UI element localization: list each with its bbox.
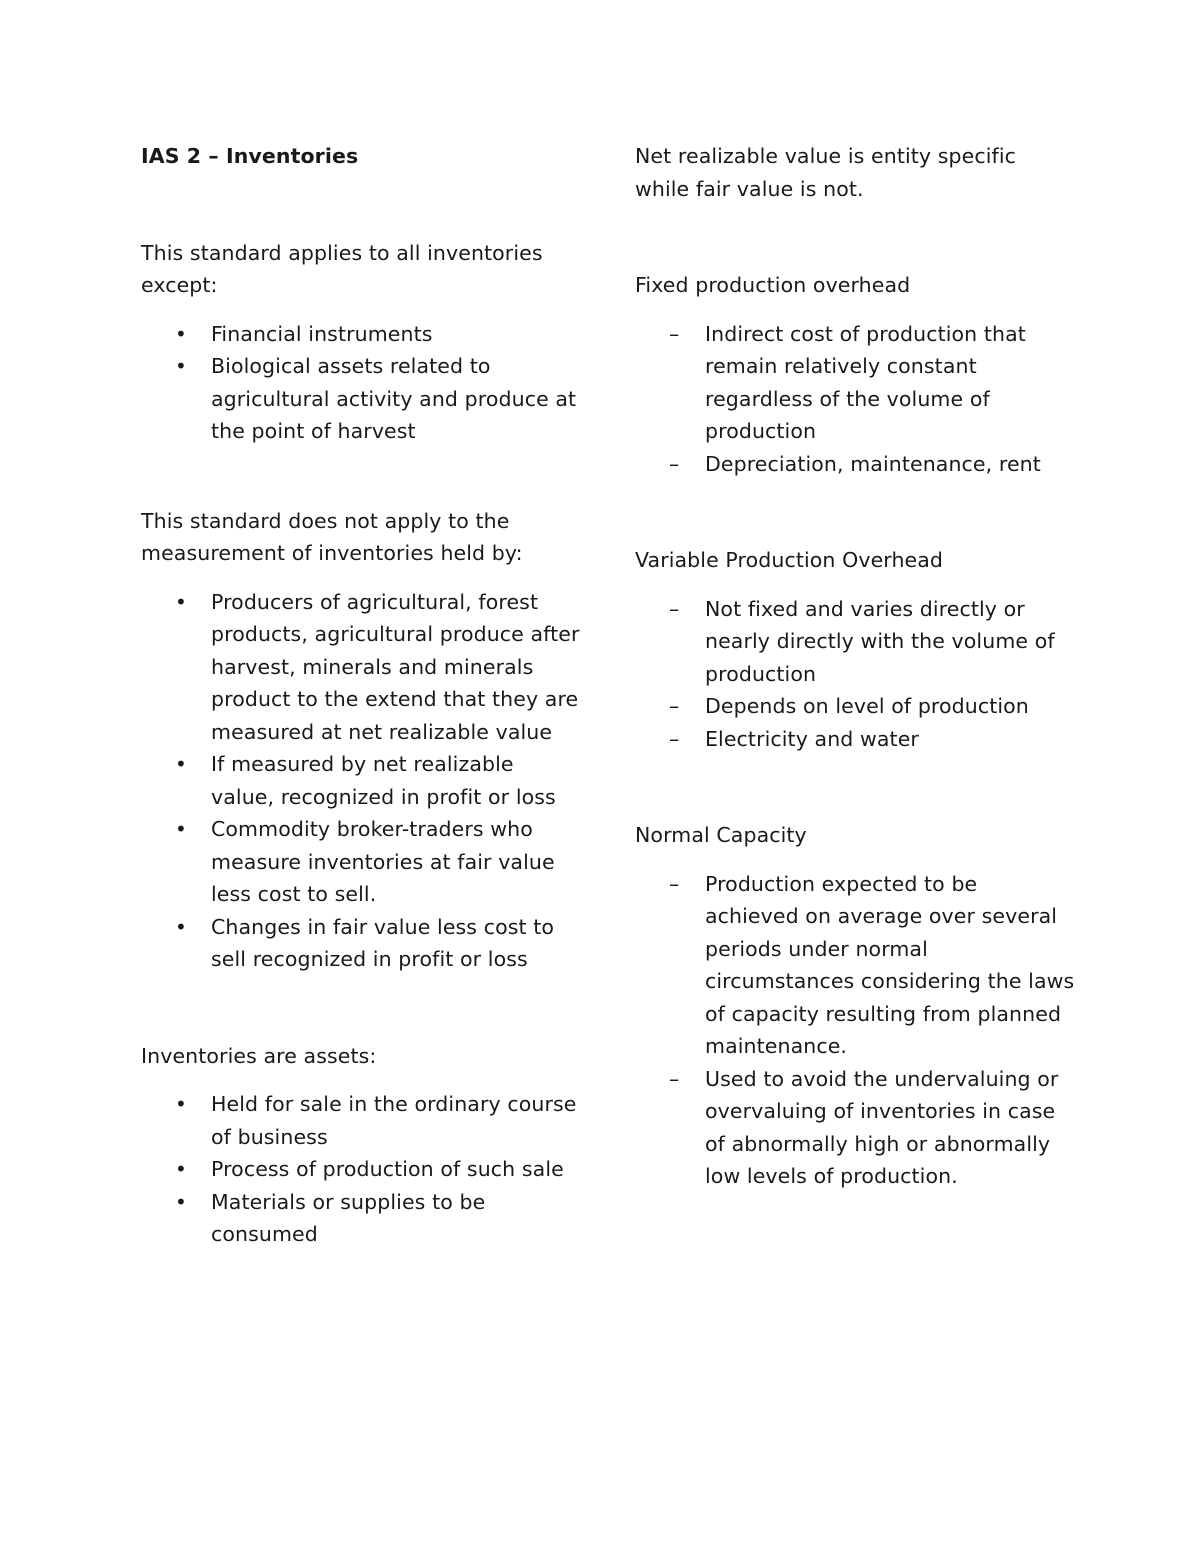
- dash-icon: –: [669, 321, 680, 346]
- bullet-icon: •: [175, 1092, 187, 1116]
- assets-list: [141, 1088, 581, 1251]
- list-item: • Materials or supplies to be consumed: [141, 1186, 581, 1251]
- list-item: • Financial instruments: [141, 318, 581, 351]
- list-item: – Indirect cost of production that remain relatively constant regardless of the volume of production: [635, 318, 1075, 448]
- bullet-icon: •: [175, 817, 187, 841]
- list-item: – Electricity and water: [635, 723, 1075, 756]
- right-column: [635, 140, 1075, 1193]
- dash-icon: –: [669, 1066, 680, 1091]
- list-item: – Not fixed and varies directly or nearly directly with the volume of production: [635, 593, 1075, 691]
- list-item: • Held for sale in the ordinary course of business: [141, 1088, 581, 1153]
- bullet-icon: •: [175, 914, 187, 939]
- scope-exceptions-list: [141, 318, 581, 448]
- dash-icon: –: [669, 596, 680, 621]
- normal-capacity-heading: Normal Capacity: [635, 823, 807, 847]
- list-item: • Process of production of such sale: [141, 1153, 581, 1186]
- bullet-icon: •: [175, 1189, 187, 1214]
- list-item: – Depreciation, maintenance, rent: [635, 448, 1075, 481]
- nrv-note: Net realizable value is entity specific while fair value is not.: [635, 144, 1016, 201]
- list-item: – Production expected to be achieved on average over several periods under normal circumstances considering the laws of capacity resulting from planned maintenance.: [635, 868, 1075, 1063]
- scope-intro: This standard applies to all inventories except:: [141, 240, 543, 297]
- dash-icon: –: [669, 871, 680, 896]
- bullet-icon: •: [175, 354, 187, 378]
- fixed-overhead-heading: Fixed production overhead: [635, 273, 911, 297]
- normal-capacity-list: [635, 868, 1075, 1193]
- left-column: [141, 140, 581, 1251]
- list-item: – Used to avoid the undervaluing or overvaluing of inventories in case of abnormally high or abnormally low levels of production.: [635, 1063, 1075, 1193]
- measurement-list: [141, 586, 581, 976]
- dash-icon: –: [669, 694, 680, 718]
- variable-overhead-list: [635, 593, 1075, 756]
- variable-overhead-heading: Variable Production Overhead: [635, 548, 944, 572]
- measurement-intro: This standard does not apply to the measurement of inventories held by:: [141, 508, 523, 565]
- bullet-icon: •: [175, 1157, 187, 1181]
- list-item: • Commodity broker-traders who measure inventories at fair value less cost to sell.: [141, 813, 581, 911]
- list-item: – Depends on level of production: [635, 690, 1075, 723]
- dash-icon: –: [669, 726, 680, 751]
- dash-icon: –: [669, 451, 680, 476]
- list-item: • Changes in fair value less cost to sell recognized in profit or loss: [141, 911, 581, 976]
- bullet-icon: •: [175, 589, 187, 614]
- list-item: • Producers of agricultural, forest products, agricultural produce after harvest, minerals and minerals product to the extend that they are measured at net realizable value: [141, 586, 581, 749]
- list-item: • If measured by net realizable value, recognized in profit or loss: [141, 748, 581, 813]
- bullet-icon: •: [175, 752, 187, 776]
- bullet-icon: •: [175, 321, 187, 346]
- list-item: • Biological assets related to agricultural activity and produce at the point of harvest: [141, 350, 581, 448]
- fixed-overhead-list: [635, 318, 1075, 481]
- document-title: IAS 2 – Inventories: [141, 144, 359, 168]
- assets-intro: Inventories are assets:: [141, 1043, 377, 1068]
